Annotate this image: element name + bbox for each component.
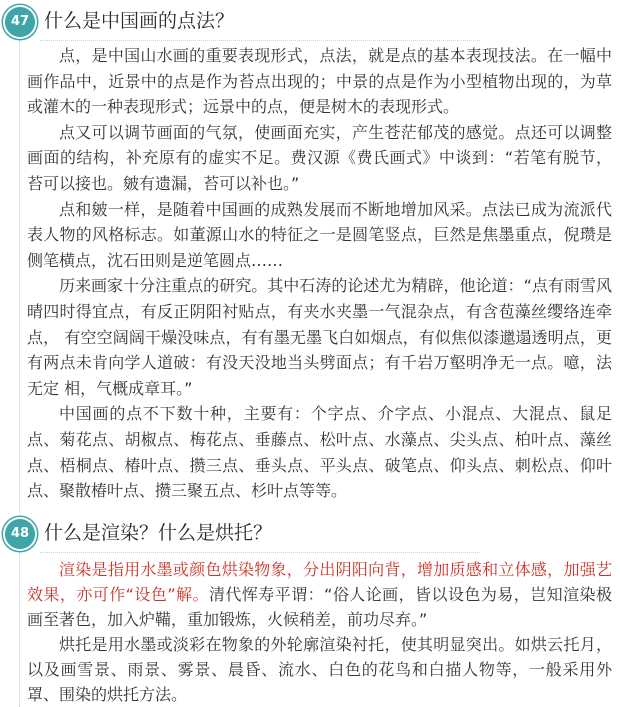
paragraph bbox=[27, 632, 612, 707]
question-header bbox=[0, 512, 620, 554]
paragraph bbox=[27, 401, 612, 503]
question-number-badge: 48 bbox=[3, 517, 37, 551]
paragraph-line: 苔可以接也。皴有遗漏，苔可以补也。” bbox=[27, 173, 300, 193]
paragraph-line: 罩、围染的烘托方法。 bbox=[27, 685, 188, 704]
paragraph-line: 点、聚散椿叶点、攒三聚五点、杉叶点等等。 bbox=[27, 481, 348, 501]
paragraph-line: 侧笔横点，沈石田则是逆笔圆点…… bbox=[27, 250, 284, 270]
paragraph bbox=[27, 197, 612, 274]
paragraph bbox=[27, 557, 612, 632]
plain-text: 画至著色，加入炉鞴，重加锻炼，火候稍差，前功尽弃。” bbox=[27, 610, 428, 629]
paragraph-line: 晴四时得宜点，有反正阴阳衬贴点，有夹水夹墨一气混杂点，有含苞藻丝缨络连牵 bbox=[27, 301, 612, 321]
title-divider bbox=[40, 552, 480, 553]
paragraph-line: 有两点未肯向学人道破：有没天没地当头劈面点；有千岩万壑明净无一点。噫，法 bbox=[27, 353, 612, 373]
paragraph-line: 以及画雪景、雨景、雾景、晨昏、流水、白色的花鸟和白描人物等，一般采用外 bbox=[27, 660, 612, 679]
paragraph-line bbox=[27, 557, 612, 582]
highlighted-text: 效果，亦可作“设色”解。 bbox=[27, 585, 209, 604]
paragraph-line: 无定 相，气概成章耳。” bbox=[27, 378, 193, 398]
paragraph-line: 表人物的风格标志。如董源山水的特征之一是圆笔竖点，巨然是焦墨重点，倪瓒是 bbox=[27, 225, 612, 245]
paragraph-line: 画作品中，近景中的点是作为苔点出现的；中景的点是作为小型植物出现的，为草 bbox=[27, 71, 612, 91]
paragraph-line: 点、梧桐点、椿叶点、攒三点、垂头点、平头点、破笔点、仰头点、刺松点、仰叶 bbox=[27, 455, 612, 475]
paragraph-line: 烘托是用水墨或淡彩在物象的外轮廓渲染衬托，使其明显突出。如烘云托月， bbox=[59, 635, 612, 654]
question-title: 什么是中国画的点法？ bbox=[44, 10, 235, 32]
answer-body bbox=[27, 557, 612, 707]
paragraph-line: 点、菊花点、胡椒点、梅花点、垂藤点、松叶点、水藻点、尖头点、柏叶点、藻丝 bbox=[27, 429, 612, 449]
paragraph-line bbox=[27, 607, 612, 632]
paragraph-line: 点，是中国山水画的重要表现形式，点法，就是点的基本表现技法。在一幅中 bbox=[59, 46, 612, 65]
question-header bbox=[0, 0, 620, 42]
paragraph-line: 或灌木的一种表现形式；远景中的点，便是树木的表现形式。 bbox=[27, 97, 460, 117]
paragraph bbox=[27, 273, 612, 401]
paragraph-line: 画面的结构，补充原有的虚实不足。费汉源《费氏画式》中谈到：“若笔有脱节， bbox=[27, 148, 612, 168]
paragraph-line: 点又可以调节画面的气氛，使画面充实，产生苍茫郁茂的感觉。点还可以调整 bbox=[59, 122, 612, 142]
paragraph-line: 点和皴一样，是随着中国画的成熟发展而不断地增加风采。点法已成为流派代 bbox=[59, 199, 612, 219]
answer-body bbox=[27, 43, 612, 504]
paragraph bbox=[27, 120, 612, 197]
paragraph-line: 历来画家十分注重点的研究。其中石涛的论述尤为精辟，他论道：“点有雨雪风 bbox=[59, 276, 612, 296]
paragraph-line bbox=[27, 582, 612, 607]
highlighted-text: 渲染是指用水墨或颜色烘染物象，分出阴阳向背，增加质感和立体感，加强艺 bbox=[59, 560, 612, 579]
qa-section bbox=[0, 512, 620, 707]
question-number-badge: 47 bbox=[3, 5, 37, 39]
question-title: 什么是渲染？什么是烘托？ bbox=[44, 522, 273, 544]
plain-text: 清代恽寿平谓：“俗人论画，皆以设色为易，岂知渲染极 bbox=[208, 585, 612, 604]
paragraph-line: 点， 有空空阔阔干燥没味点，有有墨无墨飞白如烟点，有似焦似漆邋遢透明点，更 bbox=[27, 327, 612, 347]
title-divider bbox=[40, 40, 480, 41]
paragraph bbox=[27, 43, 612, 120]
paragraph-line: 中国画的点不下数十种，主要有：个字点、介字点、小混点、大混点、鼠足 bbox=[59, 404, 612, 424]
